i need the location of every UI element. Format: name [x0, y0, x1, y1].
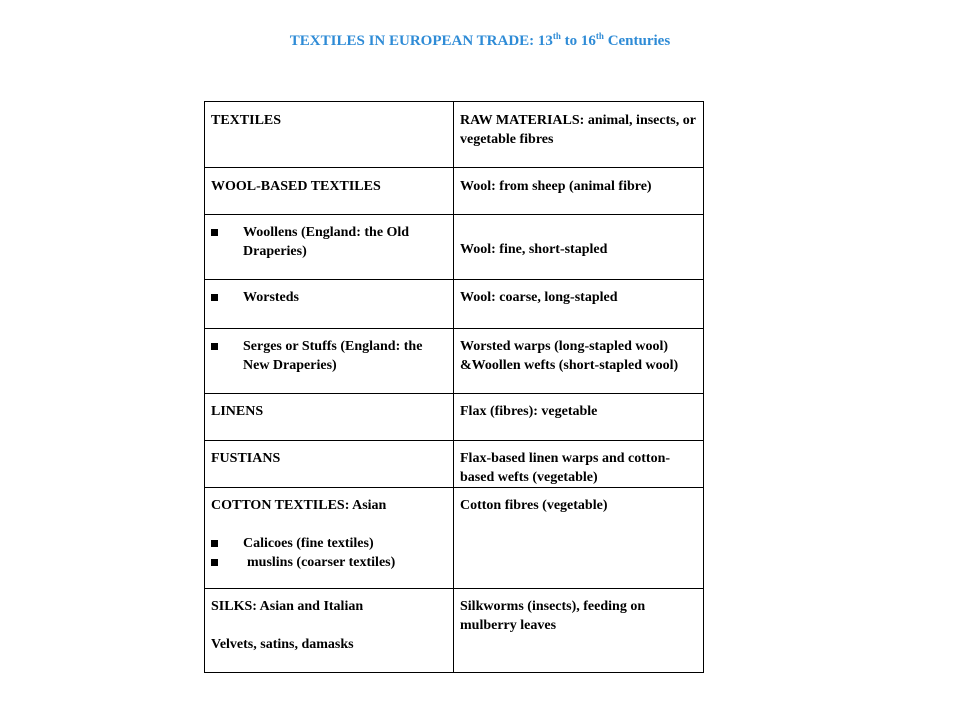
bullet-item	[211, 553, 448, 572]
cell-materials: Flax (fibres): vegetable	[454, 394, 704, 441]
cell-textiles: WOOL-BASED TEXTILES	[205, 168, 454, 215]
cell-materials: Wool: from sheep (animal fibre)	[454, 168, 704, 215]
bullet-square-icon	[211, 343, 218, 350]
cell-materials: Wool: coarse, long-stapled	[454, 280, 704, 329]
header-textiles: TEXTILES	[205, 102, 454, 168]
cell-materials: Worsted warps (long-stapled wool) &Woollen wefts (short-stapled wool)	[454, 329, 704, 394]
table-row	[205, 168, 704, 215]
page-title	[0, 33, 960, 50]
cell-materials: Wool: fine, short-stapled	[454, 215, 704, 280]
bullet-square-icon	[211, 229, 218, 236]
table-row	[205, 329, 704, 394]
title-text-end: Centuries	[603, 33, 671, 49]
cell-heading: SILKS: Asian and Italian	[211, 599, 364, 614]
table-header-row	[205, 102, 704, 168]
cell-materials: Silkworms (insects), feeding on mulberry leaves	[454, 589, 704, 673]
bullet-text: muslins (coarser textiles)	[247, 555, 396, 570]
bullet-text: Woollens (England: the Old Draperies)	[243, 225, 410, 259]
table-row	[205, 441, 704, 488]
cell-textiles: LINENS	[205, 394, 454, 441]
cell-textiles	[205, 589, 454, 673]
bullet-text: Calicoes (fine textiles)	[243, 536, 374, 551]
cell-textiles	[205, 329, 454, 394]
table-row	[205, 215, 704, 280]
title-superscript-1: th	[552, 31, 561, 41]
header-raw-materials: RAW MATERIALS: animal, insects, or vegetable fibres	[454, 102, 704, 168]
bullet-item	[211, 337, 448, 375]
bullet-text: Worsteds	[243, 290, 299, 305]
table-row	[205, 589, 704, 673]
cell-subtext: Velvets, satins, damasks	[211, 637, 354, 652]
bullet-item	[211, 223, 448, 261]
table-row	[205, 394, 704, 441]
table-row	[205, 488, 704, 589]
cell-heading: COTTON TEXTILES: Asian	[211, 498, 387, 513]
cell-materials: Flax-based linen warps and cotton-based wefts (vegetable)	[454, 441, 704, 488]
table-row	[205, 280, 704, 329]
cell-textiles	[205, 215, 454, 280]
cell-textiles	[205, 280, 454, 329]
bullet-square-icon	[211, 294, 218, 301]
cell-materials: Cotton fibres (vegetable)	[454, 488, 704, 589]
title-text-middle: to 16	[560, 33, 596, 49]
title-superscript-2: th	[595, 31, 604, 41]
cell-textiles	[205, 488, 454, 589]
bullet-square-icon	[211, 559, 218, 566]
bullet-text: Serges or Stuffs (England: the New Draperies)	[243, 339, 423, 373]
bullet-item	[211, 534, 448, 553]
title-text-start: TEXTILES IN EUROPEAN TRADE: 13	[289, 33, 553, 49]
bullet-item	[211, 288, 448, 307]
bullet-square-icon	[211, 540, 218, 547]
cell-textiles: FUSTIANS	[205, 441, 454, 488]
textiles-table	[204, 101, 704, 673]
